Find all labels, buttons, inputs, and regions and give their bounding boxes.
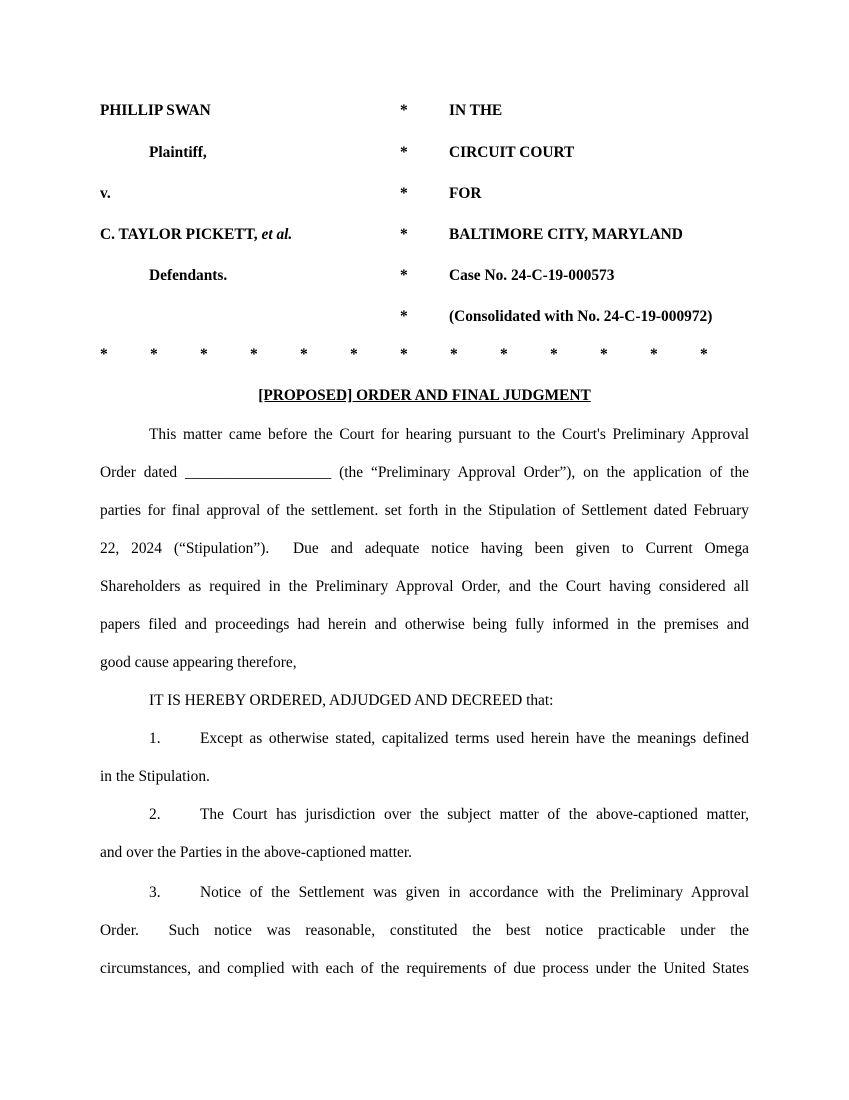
caption-star: * [400, 102, 408, 119]
paragraph-line: Shareholders as required in the Preliminary Approval Order, and the Court having considered all [100, 578, 749, 595]
court-line-1: IN THE [449, 102, 503, 119]
separator-star: * [650, 346, 658, 363]
caption-star: * [400, 144, 408, 161]
case-number: Case No. 24-C-19-000573 [449, 267, 615, 284]
item-text: circumstances, and complied with each of the requirements of due process under the United States [100, 960, 749, 977]
plaintiff-name: PHILLIP SWAN [100, 102, 211, 119]
separator-star: * [550, 346, 558, 363]
document-title: [PROPOSED] ORDER AND FINAL JUDGMENT [258, 387, 591, 404]
defendant-et-al: et al. [261, 226, 293, 243]
consolidated-case-number: (Consolidated with No. 24-C-19-000972) [449, 308, 713, 325]
separator-star: * [300, 346, 308, 363]
caption-star: * [400, 267, 408, 284]
item-number: 3. [149, 884, 161, 901]
separator-star: * [200, 346, 208, 363]
paragraph-line: Order dated ___________________ (the “Preliminary Approval Order”), on the application of the [100, 464, 749, 481]
caption-star: * [400, 226, 408, 243]
plaintiff-label: Plaintiff, [149, 144, 207, 161]
defendant-name-main: C. TAYLOR PICKETT, [100, 226, 262, 243]
versus-label: v. [100, 185, 111, 202]
defendants-label: Defendants. [149, 267, 228, 284]
item-text: in the Stipulation. [100, 768, 210, 785]
item-text: Order. Such notice was reasonable, constituted the best notice practicable under the [100, 922, 749, 939]
decree-statement: IT IS HEREBY ORDERED, ADJUDGED AND DECREED that: [149, 692, 554, 709]
separator-star: * [150, 346, 158, 363]
separator-star: * [400, 346, 408, 363]
separator-star: * [350, 346, 358, 363]
separator-star: * [100, 346, 108, 363]
caption-separator [100, 346, 720, 364]
item-number: 2. [149, 806, 161, 823]
item-text: and over the Parties in the above-captioned matter. [100, 844, 412, 861]
caption-star: * [400, 308, 408, 325]
separator-star: * [450, 346, 458, 363]
paragraph-line: parties for final approval of the settlement. set forth in the Stipulation of Settlement dated February [100, 502, 749, 519]
court-location: BALTIMORE CITY, MARYLAND [449, 226, 683, 243]
paragraph-line: 22, 2024 (“Stipulation”). Due and adequate notice having been given to Current Omega [100, 540, 749, 557]
court-line-2: CIRCUIT COURT [449, 144, 575, 161]
court-line-3: FOR [449, 185, 482, 202]
separator-star: * [600, 346, 608, 363]
separator-star: * [500, 346, 508, 363]
item-text: Except as otherwise stated, capitalized terms used herein have the meanings defined [200, 730, 749, 747]
paragraph-line: good cause appearing therefore, [100, 654, 297, 671]
item-number: 1. [149, 730, 161, 747]
caption-star: * [400, 185, 408, 202]
separator-star: * [250, 346, 258, 363]
defendant-name [100, 226, 292, 244]
item-text: Notice of the Settlement was given in accordance with the Preliminary Approval [200, 884, 749, 901]
paragraph-line: papers filed and proceedings had herein and otherwise being fully informed in the premises and [100, 616, 749, 633]
paragraph-line: This matter came before the Court for hearing pursuant to the Court's Preliminary Approval [149, 426, 749, 443]
separator-star: * [700, 346, 708, 363]
item-text: The Court has jurisdiction over the subject matter of the above-captioned matter, [200, 806, 749, 823]
